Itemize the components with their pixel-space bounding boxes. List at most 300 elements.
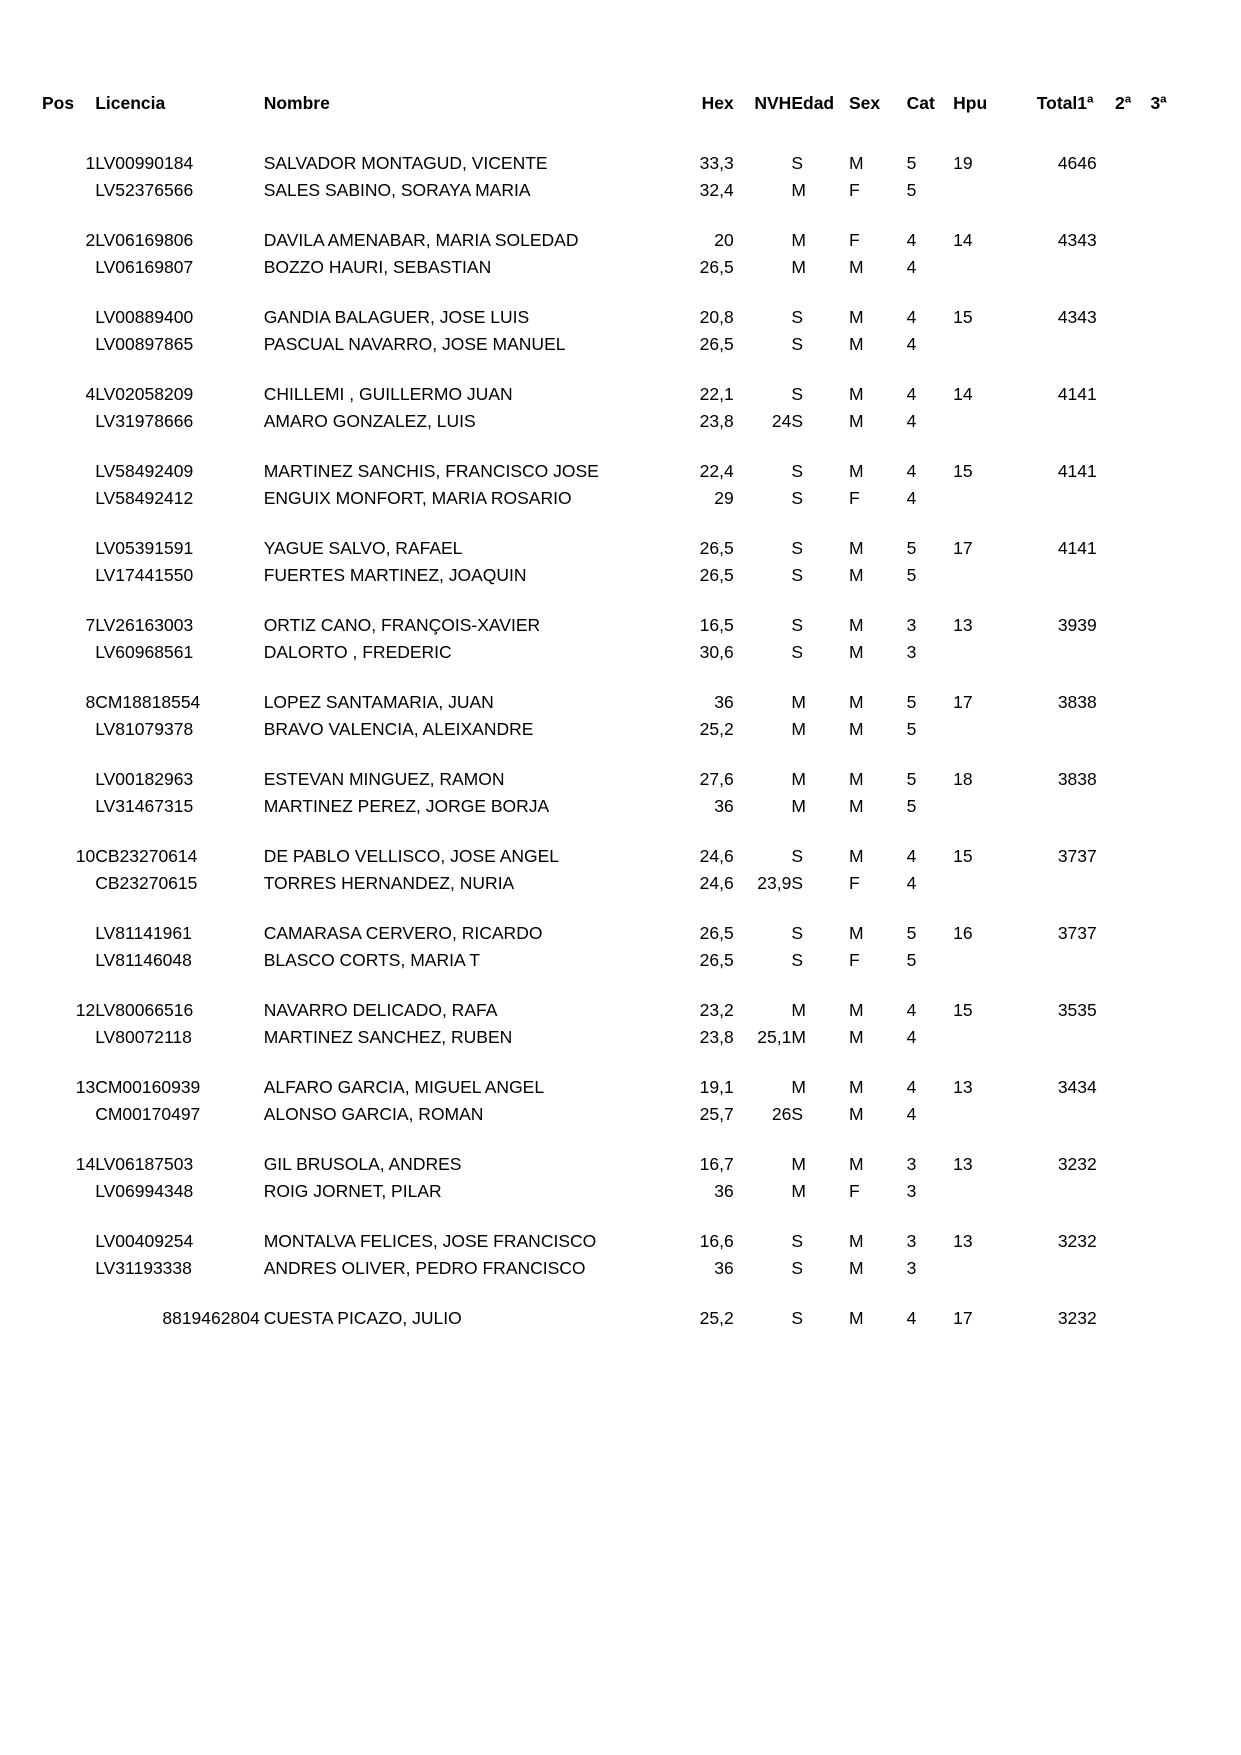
table-row — [42, 557, 1186, 585]
cell-licencia: CM00170497 — [95, 1104, 201, 1124]
cell-edad: S — [791, 565, 804, 585]
cell-cat: 4 — [906, 306, 917, 327]
cell-cat: 3 — [906, 1230, 917, 1251]
cell-nombre: NAVARRO DELICADO, RAFA — [263, 999, 498, 1020]
cell-2a — [1115, 711, 1150, 739]
table-row — [42, 172, 1186, 200]
cell-pos — [42, 1250, 95, 1278]
cell-cat: 4 — [906, 845, 917, 866]
cell-pos — [42, 480, 95, 508]
cell-edad: M — [791, 1076, 806, 1097]
cell-licencia: LV05391591 — [95, 537, 194, 558]
cell-1a: 32 — [1077, 1307, 1097, 1328]
cell-hex: 26,5 — [699, 922, 734, 943]
cell-edad: S — [791, 873, 804, 893]
cell-total: 43 — [1057, 229, 1078, 250]
cell-sex: M — [848, 460, 864, 481]
cell-cat: 4 — [906, 1104, 917, 1124]
cell-licencia: LV06994348 — [95, 1181, 194, 1201]
cell-nvh — [734, 326, 792, 354]
cell-edad: S — [791, 306, 804, 327]
cell-3a — [1150, 970, 1186, 1020]
cell-1a: 43 — [1077, 229, 1097, 250]
cell-2a — [1115, 893, 1150, 943]
cell-hpu — [953, 480, 1008, 508]
table-row — [42, 865, 1186, 893]
cell-hex: 29 — [714, 488, 734, 508]
cell-licencia: LV00182963 — [95, 768, 194, 789]
cell-3a — [1150, 557, 1186, 585]
column-header-hex: Hex — [701, 93, 734, 113]
cell-edad: S — [791, 411, 804, 431]
cell-2a — [1115, 788, 1150, 816]
cell-total — [1009, 557, 1078, 585]
cell-edad: M — [791, 999, 806, 1020]
cell-nombre: CHILLEMI , GUILLERMO JUAN — [263, 383, 513, 404]
cell-3a — [1150, 143, 1186, 173]
column-header-1a: 1ª — [1077, 93, 1094, 113]
cell-2a — [1115, 662, 1150, 712]
cell-nombre: DAVILA AMENABAR, MARIA SOLEDAD — [263, 229, 579, 250]
cell-total — [1009, 480, 1078, 508]
table-row — [42, 354, 1186, 404]
cell-total: 38 — [1057, 691, 1078, 712]
cell-hpu: 17 — [953, 537, 973, 558]
cell-nombre: ALONSO GARCIA, ROMAN — [263, 1104, 484, 1124]
cell-nvh — [734, 970, 792, 1020]
cell-nombre: CAMARASA CERVERO, RICARDO — [263, 922, 543, 943]
cell-sex: F — [848, 488, 860, 508]
cell-nvh — [734, 1201, 792, 1251]
cell-hpu — [953, 634, 1008, 662]
cell-sex: M — [848, 614, 864, 635]
column-header-pos: Pos — [42, 93, 75, 113]
cell-nombre: ENGUIX MONFORT, MARIA ROSARIO — [263, 488, 572, 508]
cell-edad: S — [791, 1104, 804, 1124]
cell-edad: M — [791, 1027, 806, 1047]
cell-2a — [1115, 1173, 1150, 1201]
cell-pos: 12 — [75, 999, 96, 1020]
cell-hpu — [953, 1096, 1008, 1124]
cell-pos: 7 — [85, 614, 96, 635]
cell-edad: S — [791, 460, 804, 481]
cell-sex: M — [848, 334, 864, 354]
cell-2a — [1115, 1124, 1150, 1174]
cell-nvh — [734, 200, 792, 250]
cell-1a — [1077, 557, 1115, 585]
cell-sex: F — [848, 229, 860, 250]
cell-total — [1009, 1173, 1078, 1201]
cell-hpu: 16 — [953, 922, 973, 943]
cell-hpu — [953, 557, 1008, 585]
cell-hex: 36 — [714, 1181, 734, 1201]
cell-licencia: LV80072118 — [95, 1027, 192, 1047]
cell-3a — [1150, 942, 1186, 970]
cell-hpu — [953, 1250, 1008, 1278]
cell-licencia: CB23270615 — [95, 873, 198, 893]
cell-pos — [42, 865, 95, 893]
table-row — [42, 739, 1186, 789]
cell-cat: 4 — [906, 229, 917, 250]
cell-2a — [1115, 816, 1150, 866]
cell-hpu: 17 — [953, 1307, 973, 1328]
table-row — [42, 431, 1186, 481]
table-row — [42, 711, 1186, 739]
cell-pos — [42, 172, 95, 200]
table-row — [42, 1019, 1186, 1047]
cell-edad: S — [791, 488, 804, 508]
cell-sex: M — [848, 719, 864, 739]
cell-3a — [1150, 1019, 1186, 1047]
cell-pos: 4 — [85, 383, 96, 404]
column-header-nvh: NVH — [754, 93, 792, 113]
cell-pos — [42, 431, 95, 481]
cell-3a — [1150, 1278, 1186, 1328]
cell-nombre: AMARO GONZALEZ, LUIS — [263, 411, 476, 431]
cell-hpu — [953, 865, 1008, 893]
cell-3a — [1150, 403, 1186, 431]
cell-licencia: LV81141961 — [95, 922, 192, 943]
cell-hpu: 13 — [953, 1230, 973, 1251]
cell-hpu — [953, 326, 1008, 354]
table-row — [42, 143, 1186, 173]
cell-3a — [1150, 172, 1186, 200]
cell-cat: 5 — [906, 768, 917, 789]
cell-2a — [1115, 172, 1150, 200]
cell-total — [1009, 1250, 1078, 1278]
cell-nvh — [734, 249, 792, 277]
cell-licencia: CM00160939 — [95, 1076, 201, 1097]
cell-nvh — [734, 893, 792, 943]
cell-total: 32 — [1057, 1153, 1078, 1174]
cell-hex: 22,4 — [699, 460, 734, 481]
table-body — [42, 143, 1186, 1328]
cell-licencia: LV26163003 — [95, 614, 194, 635]
cell-cat: 3 — [906, 1258, 917, 1278]
cell-pos — [42, 711, 95, 739]
cell-pos — [42, 1019, 95, 1047]
cell-licencia: LV81146048 — [95, 950, 192, 970]
cell-pos — [42, 1201, 95, 1251]
cell-nvh — [734, 942, 792, 970]
cell-pos: 8 — [85, 691, 96, 712]
cell-1a: 38 — [1077, 691, 1097, 712]
cell-cat: 5 — [906, 537, 917, 558]
cell-hex: 26,5 — [699, 950, 734, 970]
cell-sex: M — [848, 642, 864, 662]
table-row — [42, 585, 1186, 635]
cell-2a — [1115, 1250, 1150, 1278]
cell-1a: 37 — [1077, 922, 1097, 943]
cell-pos — [42, 942, 95, 970]
cell-2a — [1115, 942, 1150, 970]
cell-nombre: SALES SABINO, SORAYA MARIA — [263, 180, 531, 200]
cell-sex: M — [848, 257, 864, 277]
cell-nvh — [734, 143, 792, 173]
table-row — [42, 816, 1186, 866]
cell-hpu: 13 — [953, 1153, 973, 1174]
cell-total: 37 — [1057, 922, 1078, 943]
cell-hpu: 13 — [953, 1076, 973, 1097]
table-row — [42, 1047, 1186, 1097]
cell-hex: 20,8 — [699, 306, 734, 327]
cell-edad: S — [791, 334, 804, 354]
cell-licencia: LV31467315 — [95, 796, 194, 816]
cell-total: 32 — [1057, 1230, 1078, 1251]
cell-1a — [1077, 326, 1115, 354]
cell-total — [1009, 711, 1078, 739]
cell-edad: M — [791, 796, 806, 816]
cell-edad: M — [791, 180, 806, 200]
cell-edad: S — [791, 537, 804, 558]
cell-1a — [1077, 711, 1115, 739]
cell-hex: 16,5 — [699, 614, 734, 635]
cell-pos — [42, 277, 95, 327]
header-row — [42, 95, 1186, 143]
cell-edad: S — [791, 1307, 804, 1328]
cell-nvh — [734, 739, 792, 789]
cell-hex: 19,1 — [699, 1076, 734, 1097]
cell-edad: M — [791, 1153, 806, 1174]
cell-pos — [42, 739, 95, 789]
cell-hex: 26,5 — [699, 565, 734, 585]
cell-cat: 5 — [906, 691, 917, 712]
cell-pos — [42, 1173, 95, 1201]
cell-sex: M — [848, 691, 864, 712]
cell-1a — [1077, 865, 1115, 893]
cell-3a — [1150, 431, 1186, 481]
cell-hpu — [953, 172, 1008, 200]
cell-edad: M — [791, 768, 806, 789]
cell-sex: M — [848, 152, 864, 173]
cell-licencia: LV60968561 — [95, 642, 194, 662]
column-header-3a: 3ª — [1150, 93, 1167, 113]
cell-nvh — [734, 634, 792, 662]
table-row — [42, 970, 1186, 1020]
column-header-hpu: Hpu — [953, 93, 988, 113]
table-row — [42, 1201, 1186, 1251]
cell-total: 41 — [1057, 537, 1078, 558]
cell-hex: 16,7 — [699, 1153, 734, 1174]
cell-cat: 3 — [906, 642, 917, 662]
cell-nombre: SALVADOR MONTAGUD, VICENTE — [263, 152, 548, 173]
cell-nvh — [734, 1278, 792, 1328]
cell-hex: 33,3 — [699, 152, 734, 173]
table-row — [42, 508, 1186, 558]
cell-nombre: ESTEVAN MINGUEZ, RAMON — [263, 768, 505, 789]
cell-1a: 41 — [1077, 537, 1097, 558]
cell-edad: M — [791, 229, 806, 250]
cell-hpu — [953, 1173, 1008, 1201]
cell-sex: M — [848, 796, 864, 816]
cell-edad: S — [791, 1258, 804, 1278]
cell-hex: 26,5 — [699, 537, 734, 558]
cell-total — [1009, 172, 1078, 200]
cell-1a — [1077, 634, 1115, 662]
cell-hpu — [953, 942, 1008, 970]
cell-hex: 23,8 — [699, 411, 734, 431]
cell-nvh — [734, 508, 792, 558]
cell-cat: 4 — [906, 999, 917, 1020]
cell-nvh — [734, 431, 792, 481]
cell-total: 34 — [1057, 1076, 1078, 1097]
cell-nombre: CUESTA PICAZO, JULIO — [263, 1307, 462, 1328]
cell-edad: M — [791, 719, 806, 739]
cell-3a — [1150, 508, 1186, 558]
cell-pos: 13 — [75, 1076, 96, 1097]
cell-cat: 4 — [906, 1307, 917, 1328]
cell-cat: 4 — [906, 411, 917, 431]
cell-licencia: LV06169807 — [95, 257, 194, 277]
column-header-nombre: Nombre — [263, 93, 330, 113]
cell-hpu — [953, 711, 1008, 739]
cell-pos — [42, 249, 95, 277]
cell-cat: 5 — [906, 565, 917, 585]
cell-hex: 23,8 — [699, 1027, 734, 1047]
cell-nvh — [734, 788, 792, 816]
cell-sex: M — [848, 306, 864, 327]
cell-nombre: ANDRES OLIVER, PEDRO FRANCISCO — [263, 1258, 586, 1278]
table-row — [42, 277, 1186, 327]
table-row — [42, 200, 1186, 250]
cell-3a — [1150, 739, 1186, 789]
cell-nombre: ROIG JORNET, PILAR — [263, 1181, 442, 1201]
cell-2a — [1115, 508, 1150, 558]
cell-1a: 41 — [1077, 383, 1097, 404]
cell-total — [1009, 634, 1078, 662]
cell-sex: M — [848, 537, 864, 558]
cell-1a — [1077, 1019, 1115, 1047]
table-row — [42, 634, 1186, 662]
cell-1a — [1077, 1173, 1115, 1201]
cell-cat: 5 — [906, 950, 917, 970]
table-row — [42, 788, 1186, 816]
cell-cat: 4 — [906, 257, 917, 277]
cell-edad: S — [791, 383, 804, 404]
cell-nvh — [734, 354, 792, 404]
column-header-total: Total — [1036, 93, 1078, 113]
cell-hpu: 19 — [953, 152, 973, 173]
cell-licencia: LV80066516 — [95, 999, 194, 1020]
cell-edad: M — [791, 257, 806, 277]
cell-sex: F — [848, 950, 860, 970]
cell-nvh — [734, 816, 792, 866]
table-row — [42, 326, 1186, 354]
cell-2a — [1115, 1278, 1150, 1328]
cell-hpu: 14 — [953, 383, 973, 404]
cell-total: 41 — [1057, 383, 1078, 404]
cell-nombre: GANDIA BALAGUER, JOSE LUIS — [263, 306, 530, 327]
cell-licencia: LV81079378 — [95, 719, 194, 739]
column-header-edad: Edad — [791, 93, 835, 113]
cell-cat: 5 — [906, 152, 917, 173]
cell-3a — [1150, 893, 1186, 943]
cell-hpu: 15 — [953, 845, 973, 866]
cell-nvh — [734, 1250, 792, 1278]
cell-pos — [42, 403, 95, 431]
cell-hex: 24,6 — [699, 873, 734, 893]
cell-licencia: LV00897865 — [95, 334, 194, 354]
cell-3a — [1150, 1201, 1186, 1251]
cell-1a: 38 — [1077, 768, 1097, 789]
cell-pos — [42, 326, 95, 354]
cell-nvh — [734, 711, 792, 739]
cell-licencia: LV58492409 — [95, 460, 194, 481]
cell-edad: S — [791, 1230, 804, 1251]
cell-2a — [1115, 249, 1150, 277]
cell-cat: 4 — [906, 460, 917, 481]
cell-3a — [1150, 249, 1186, 277]
column-header-cat: Cat — [906, 93, 935, 113]
cell-hex: 16,6 — [699, 1230, 734, 1251]
cell-nvh — [734, 1124, 792, 1174]
column-header-2a: 2ª — [1114, 93, 1132, 113]
cell-3a — [1150, 1124, 1186, 1174]
cell-nvh: 25,1 — [757, 1027, 792, 1047]
column-header-sex: Sex — [848, 93, 881, 113]
cell-total — [1009, 403, 1078, 431]
cell-2a — [1115, 1019, 1150, 1047]
cell-2a — [1115, 326, 1150, 354]
cell-3a — [1150, 326, 1186, 354]
cell-licencia: LV02058209 — [95, 383, 194, 404]
cell-2a — [1115, 1201, 1150, 1251]
cell-3a — [1150, 711, 1186, 739]
cell-2a — [1115, 403, 1150, 431]
cell-hex: 24,6 — [699, 845, 734, 866]
cell-nombre: YAGUE SALVO, RAFAEL — [263, 537, 463, 558]
cell-licencia: LV00990184 — [95, 152, 194, 173]
cell-hpu: 18 — [953, 768, 973, 789]
cell-sex: F — [848, 180, 860, 200]
cell-hex: 22,1 — [699, 383, 734, 404]
cell-cat: 5 — [906, 180, 917, 200]
cell-hex: 36 — [714, 796, 734, 816]
cell-3a — [1150, 1047, 1186, 1097]
cell-licencia: CM18818554 — [95, 691, 201, 712]
cell-2a — [1115, 1096, 1150, 1124]
cell-sex: M — [848, 1153, 864, 1174]
table-row — [42, 1250, 1186, 1278]
cell-nvh — [734, 277, 792, 327]
cell-hpu: 17 — [953, 691, 973, 712]
cell-1a — [1077, 942, 1115, 970]
cell-hpu — [953, 403, 1008, 431]
cell-3a — [1150, 585, 1186, 635]
cell-sex: M — [848, 1027, 864, 1047]
cell-3a — [1150, 354, 1186, 404]
cell-sex: M — [848, 1104, 864, 1124]
cell-2a — [1115, 277, 1150, 327]
cell-total — [1009, 942, 1078, 970]
cell-hpu: 15 — [953, 306, 973, 327]
cell-nombre: BOZZO HAURI, SEBASTIAN — [263, 257, 492, 277]
cell-licencia: LV31193338 — [95, 1258, 192, 1278]
cell-sex: M — [848, 383, 864, 404]
cell-pos — [42, 557, 95, 585]
cell-sex: F — [848, 1181, 860, 1201]
cell-pos — [42, 893, 95, 943]
cell-hex: 26,5 — [699, 257, 734, 277]
cell-cat: 4 — [906, 488, 917, 508]
table-row — [42, 1173, 1186, 1201]
cell-cat: 4 — [906, 1076, 917, 1097]
table-row — [42, 1096, 1186, 1124]
cell-hex: 30,6 — [699, 642, 734, 662]
cell-1a: 35 — [1077, 999, 1097, 1020]
cell-sex: M — [848, 411, 864, 431]
cell-licencia: 8819462804 — [162, 1307, 260, 1328]
